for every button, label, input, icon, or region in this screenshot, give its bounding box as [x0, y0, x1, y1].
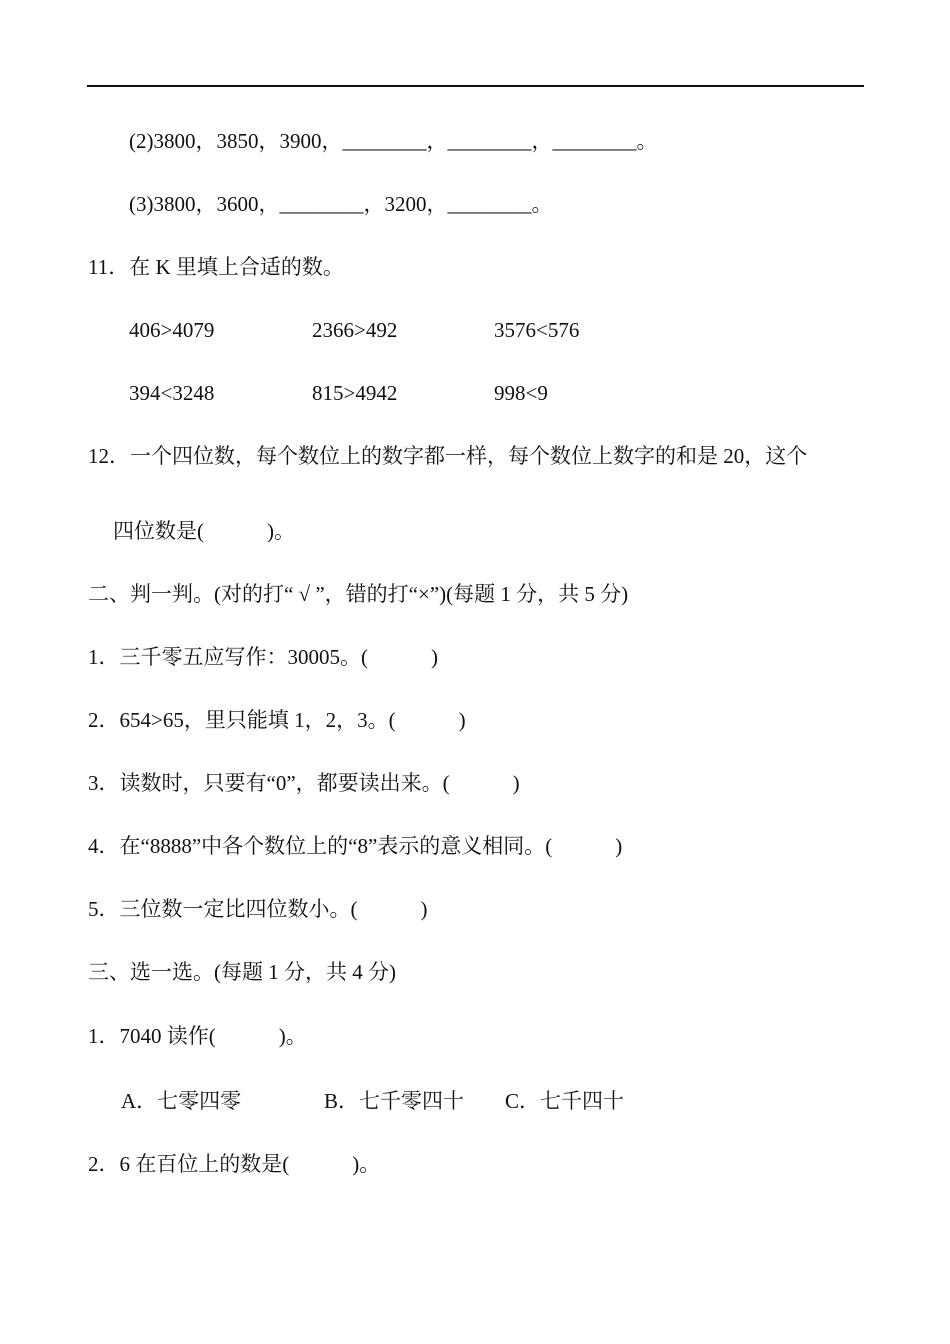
choice-q1-option-b: B．七千零四十	[324, 1089, 465, 1113]
q11-row2-item3: 998<9	[494, 381, 548, 405]
section-2-heading: 二、判一判。(对的打“ √ ”，错的打“×”)(每题 1 分，共 5 分)	[88, 582, 629, 606]
q11-row2-item1: 394<3248	[129, 381, 215, 405]
header-rule	[87, 85, 864, 87]
judge-item-4: 4．在“8888”中各个数位上的“8”表示的意义相同。( )	[88, 834, 623, 858]
q10-line-2: (2)3800，3850，3900，________，________，________。	[129, 129, 658, 153]
q11-row1-item1: 406>4079	[129, 318, 215, 342]
judge-item-1: 1．三千零五应写作：30005。( )	[88, 645, 438, 669]
choice-q1-option-c: C．七千四十	[505, 1089, 625, 1113]
q11-row1-item2: 2366>492	[312, 318, 398, 342]
choice-q1-stem: 1．7040 读作( )。	[88, 1024, 307, 1048]
q12-continuation: 四位数是( )。	[113, 519, 295, 543]
judge-item-5: 5．三位数一定比四位数小。( )	[88, 897, 428, 921]
q11-row1-item3: 3576<576	[494, 318, 580, 342]
q11-row2-item2: 815>4942	[312, 381, 398, 405]
judge-item-2: 2．654>65，里只能填 1，2，3。( )	[88, 708, 466, 732]
choice-q2-stem: 2．6 在百位上的数是( )。	[88, 1152, 381, 1176]
q12-stem: 12．一个四位数，每个数位上的数字都一样，每个数位上数字的和是 20，这个	[88, 444, 808, 468]
q11-stem: 11．在 K 里填上合适的数。	[88, 255, 344, 279]
q10-line-3: (3)3800，3600，________，3200，________。	[129, 192, 553, 216]
judge-item-3: 3．读数时，只要有“0”，都要读出来。( )	[88, 771, 520, 795]
choice-q1-option-a: A．七零四零	[121, 1089, 242, 1113]
section-3-heading: 三、选一选。(每题 1 分，共 4 分)	[88, 960, 396, 984]
